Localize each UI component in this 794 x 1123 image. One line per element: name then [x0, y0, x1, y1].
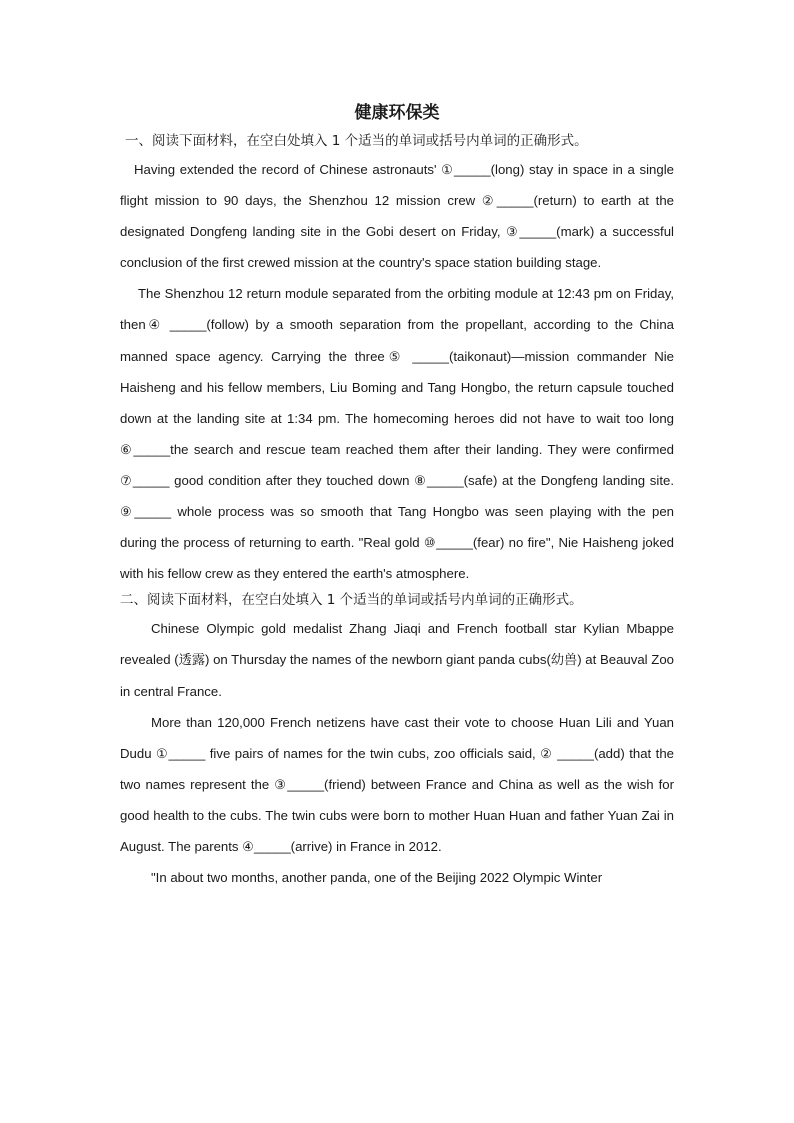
- document-title: 健康环保类: [354, 103, 440, 123]
- section-1-paragraph-2: The Shenzhou 12 return module separated from the orbiting module at 12:43 pm on Friday, then④ _____(follow) by a smooth separation from the propellant, according to the China manned space agency. Carrying the three⑤ _____(taikonaut)—mission commander Nie Haisheng and his fellow members, Liu Boming and Tang Hongbo, the return capsule touched down at the landing site at 1:34 pm. The homecoming heroes did not have to wait too long ⑥_____the search and rescue team reached them after their landing. They were confirmed ⑦_____ good condition after they touched down ⑧_____(safe) at the Dongfeng landing site. ⑨_____ whole process was so smooth that Tang Hongbo was seen playing with the pen during the process of returning to earth. "Real gold ⑩_____(fear) no fire", Nie Haisheng joked with his fellow crew as they entered the earth's atmosphere.: [120, 286, 674, 582]
- section-1-heading: 一、阅读下面材料，在空白处填入 1 个适当的单词或括号内单词的正确形式。: [125, 133, 588, 149]
- section-2-paragraph-1: Chinese Olympic gold medalist Zhang Jiaqi and French football star Kylian Mbappe revealed (透露) on Thursday the names of the newborn giant panda cubs(幼兽) at Beauval Zoo in central France.: [120, 621, 674, 699]
- section-2-heading: 二、阅读下面材料，在空白处填入 1 个适当的单词或括号内单词的正确形式。: [120, 592, 583, 609]
- section-2-paragraph-2: More than 120,000 French netizens have cast their vote to choose Huan Lili and Yuan Dudu ①_____ five pairs of names for the twin cubs, zoo officials said, ② _____(add) that the two names represent the ③_____(friend) between France and China as well as the wish for good health to the cubs. The twin cubs were born to mother Huan Huan and father Yuan Zai in August. The parents ④_____(arrive) in France in 2012.: [120, 714, 674, 854]
- document-page: [120, 100, 674, 893]
- section-1-paragraph-1: Having extended the record of Chinese astronauts' ①_____(long) stay in space in a single flight mission to 90 days, the Shenzhou 12 mission crew ②_____(return) to earth at the designated Dongfeng landing site in the Gobi desert on Friday, ③_____(mark) a successful conclusion of the first crewed mission at the country's space station building stage.: [120, 162, 674, 271]
- section-2-paragraph-3: "In about two months, another panda, one of the Beijing 2022 Olympic Winter: [151, 870, 603, 886]
